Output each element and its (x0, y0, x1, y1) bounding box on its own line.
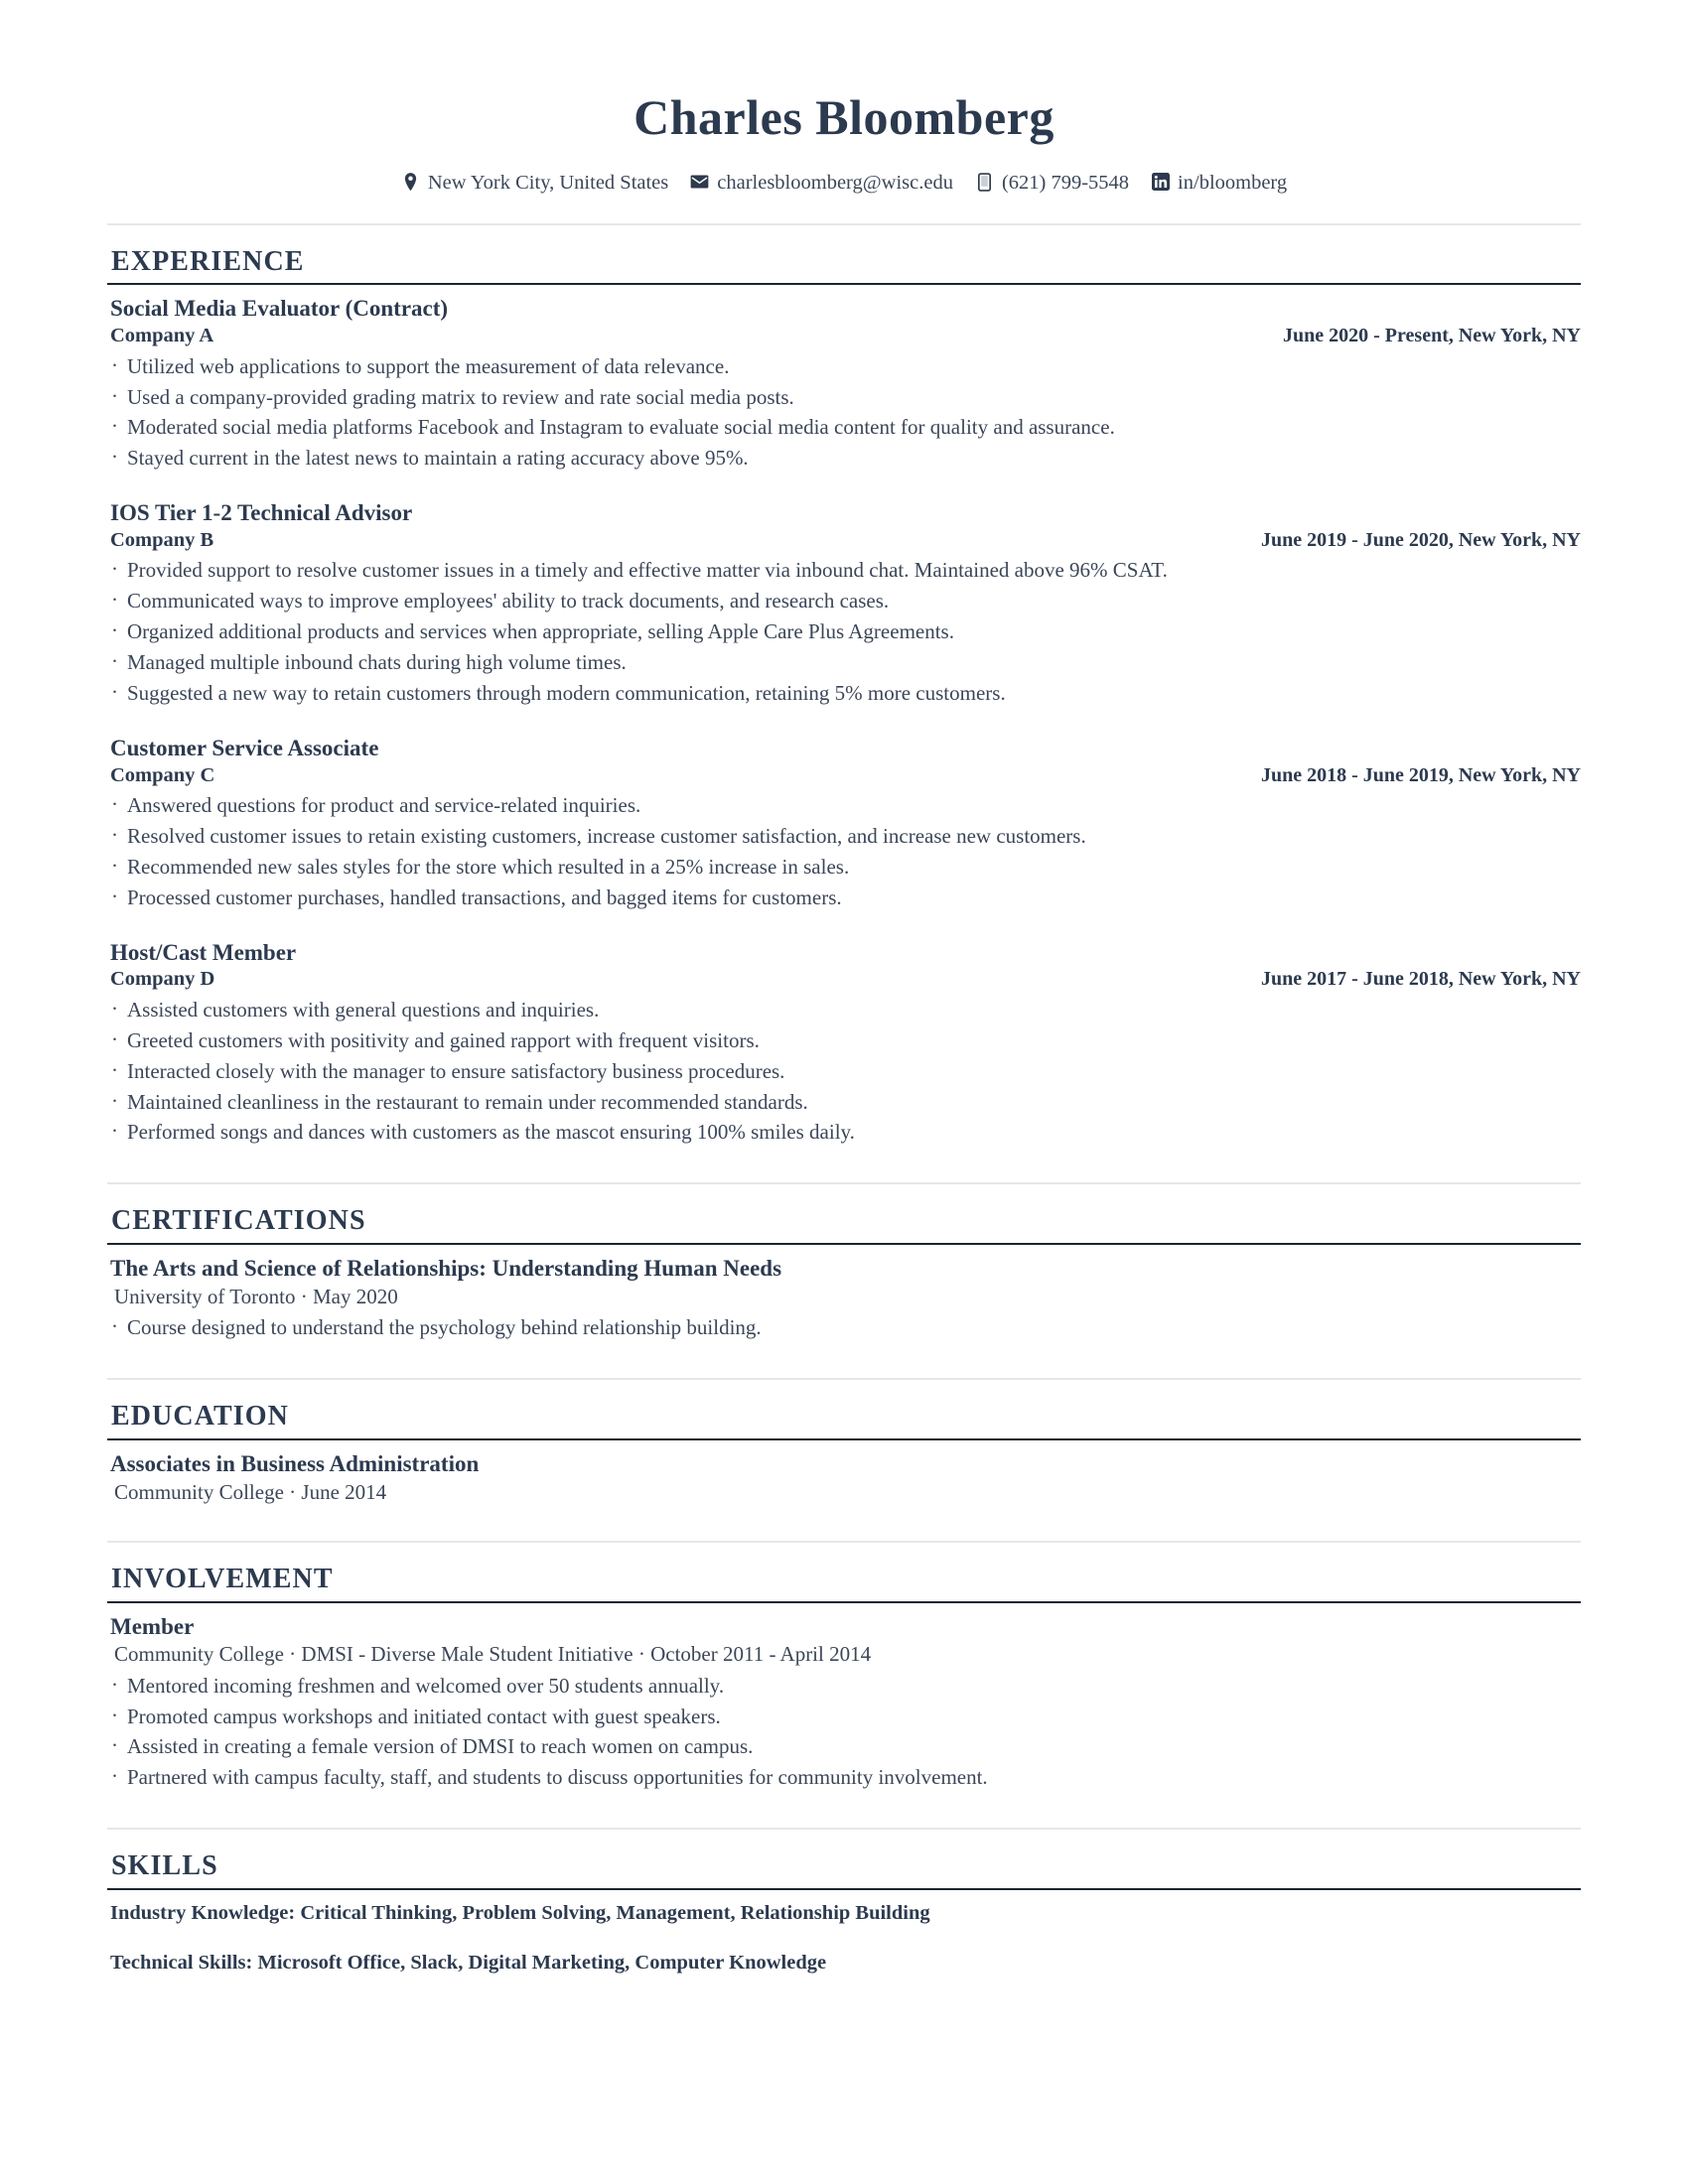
entry-bullets (107, 555, 1581, 708)
spacer (107, 194, 1581, 223)
list-item: · Used a company-provided grading matrix to review and rate social media posts. (107, 382, 1581, 413)
spacer (107, 1153, 1581, 1182)
experience-entry (107, 295, 1581, 474)
entry-date-location: June 2020 - Present, New York, NY (1283, 325, 1581, 347)
linkedin-icon (1151, 173, 1170, 192)
list-item: · Moderated social media platforms Facebook and Instagram to evaluate social media content for quality and assurance. (107, 412, 1581, 443)
list-item: · Suggested a new way to retain customers through modern communication, retaining 5% more customers. (107, 678, 1581, 709)
list-item: · Organized additional products and services when appropriate, selling Apple Care Plus Agreements. (107, 616, 1581, 647)
experience-entry (107, 735, 1581, 913)
map-pin-icon (401, 173, 420, 192)
section-underline (107, 1888, 1581, 1890)
section-title-education: EDUCATION (111, 1400, 289, 1432)
list-item: · Recommended new sales styles for the store which resulted in a 25% increase in sales. (107, 852, 1581, 883)
entry-title: Host/Cast Member (110, 939, 297, 965)
spacer (107, 1798, 1581, 1828)
list-item: · Interacted closely with the manager to ensure satisfactory business procedures. (107, 1056, 1581, 1087)
list-item: · Course designed to understand the psychology behind relationship building. (107, 1312, 1581, 1343)
entry-organization: Company C (110, 763, 215, 786)
entry-bullets (107, 351, 1581, 474)
section-involvement (107, 1541, 1581, 1793)
section-certifications (107, 1182, 1581, 1343)
spacer (107, 1348, 1581, 1378)
experience-entry (107, 499, 1581, 709)
list-item: · Communicated ways to improve employees' ability to track documents, and research cases. (107, 586, 1581, 616)
section-education (107, 1378, 1581, 1506)
list-item: · Managed multiple inbound chats during high volume times. (107, 647, 1581, 678)
entry-bullets (107, 1312, 1581, 1343)
section-title-experience: EXPERIENCE (111, 245, 305, 277)
contact-email-text: charlesbloomberg@wisc.edu (717, 171, 953, 194)
entry-subtitle: University of Toronto · May 2020 (114, 1284, 398, 1308)
entry-row (107, 324, 1581, 349)
entry-title: Member (110, 1613, 195, 1639)
list-item: · Utilized web applications to support the measurement of data relevance. (107, 351, 1581, 382)
contact-email (690, 171, 953, 194)
list-item: · Performed songs and dances with customers as the mascot ensuring 100% smiles daily. (107, 1117, 1581, 1148)
entry-organization: Company D (110, 968, 215, 991)
list-item: · Processed customer purchases, handled transactions, and bagged items for customers. (107, 883, 1581, 913)
entry-organization: Company A (110, 325, 214, 347)
involvement-entry (107, 1613, 1581, 1793)
section-title-skills: SKILLS (111, 1850, 218, 1882)
contact-linkedin-text: in/bloomberg (1178, 171, 1288, 194)
contact-phone-text: (621) 799-5548 (1001, 171, 1130, 194)
section-underline (107, 1601, 1581, 1603)
section-underline (107, 1243, 1581, 1245)
entry-title: IOS Tier 1-2 Technical Advisor (110, 500, 413, 526)
spacer (107, 1511, 1581, 1541)
entry-row (107, 967, 1581, 993)
entry-title: Social Media Evaluator (Contract) (110, 296, 449, 322)
entry-bullets (107, 1671, 1581, 1793)
contact-line (107, 171, 1581, 194)
list-item: · Resolved customer issues to retain existing customers, increase customer satisfaction, and increase new customers. (107, 821, 1581, 852)
list-item: · Partnered with campus faculty, staff, and students to discuss opportunities for community involvement. (107, 1762, 1581, 1793)
entry-date-location: June 2017 - June 2018, New York, NY (1260, 968, 1581, 991)
entry-subtitle: Community College · DMSI - Diverse Male Student Initiative · October 2011 - April 2014 (114, 1642, 872, 1667)
section-underline (107, 283, 1581, 285)
list-item: · Greeted customers with positivity and gained rapport with frequent visitors. (107, 1025, 1581, 1056)
experience-entry (107, 939, 1581, 1149)
entry-bullets (107, 995, 1581, 1148)
section-title-involvement: INVOLVEMENT (111, 1563, 334, 1594)
entry-row (107, 528, 1581, 554)
list-item: · Assisted in creating a female version of DMSI to reach women on campus. (107, 1731, 1581, 1762)
entry-title: The Arts and Science of Relationships: Understanding Human Needs (110, 1256, 782, 1282)
contact-phone (975, 171, 1129, 194)
entry-title: Associates in Business Administration (110, 1450, 480, 1476)
certification-entry (107, 1255, 1581, 1343)
contact-linkedin (1151, 171, 1287, 194)
entry-date-location: June 2019 - June 2020, New York, NY (1260, 528, 1581, 551)
envelope-icon (690, 173, 709, 192)
contact-location-text: New York City, United States (427, 171, 669, 194)
entry-date-location: June 2018 - June 2019, New York, NY (1260, 763, 1581, 786)
section-underline (107, 1438, 1581, 1440)
list-item: · Assisted customers with general questions and inquiries. (107, 995, 1581, 1025)
contact-location (401, 171, 668, 194)
entry-subtitle: Community College · June 2014 (114, 1479, 387, 1504)
list-item: · Maintained cleanliness in the restaurant to remain under recommended standards. (107, 1087, 1581, 1118)
page-title: Charles Bloomberg (633, 89, 1055, 145)
list-item: · Promoted campus workshops and initiated contact with guest speakers. (107, 1702, 1581, 1732)
education-entry (107, 1450, 1581, 1506)
section-skills (107, 1828, 1581, 1976)
skill-line-technical: Technical Skills: Microsoft Office, Slack, Digital Marketing, Computer Knowledge (110, 1951, 827, 1974)
list-item: · Provided support to resolve customer issues in a timely and effective matter via inbound chat. Maintained above 96% CSAT. (107, 555, 1581, 586)
list-item: · Answered questions for product and service-related inquiries. (107, 790, 1581, 821)
mobile-phone-icon (975, 173, 994, 192)
entry-row (107, 763, 1581, 789)
entry-title: Customer Service Associate (110, 735, 379, 760)
section-experience (107, 223, 1581, 1149)
skill-line-industry: Industry Knowledge: Critical Thinking, Problem Solving, Management, Relationship Building (110, 1901, 930, 1924)
entry-organization: Company B (110, 528, 214, 551)
resume-header (107, 0, 1581, 194)
section-title-certifications: CERTIFICATIONS (111, 1205, 366, 1237)
list-item: · Stayed current in the latest news to maintain a rating accuracy above 95%. (107, 443, 1581, 474)
list-item: · Mentored incoming freshmen and welcomed over 50 students annually. (107, 1671, 1581, 1702)
entry-bullets (107, 790, 1581, 912)
